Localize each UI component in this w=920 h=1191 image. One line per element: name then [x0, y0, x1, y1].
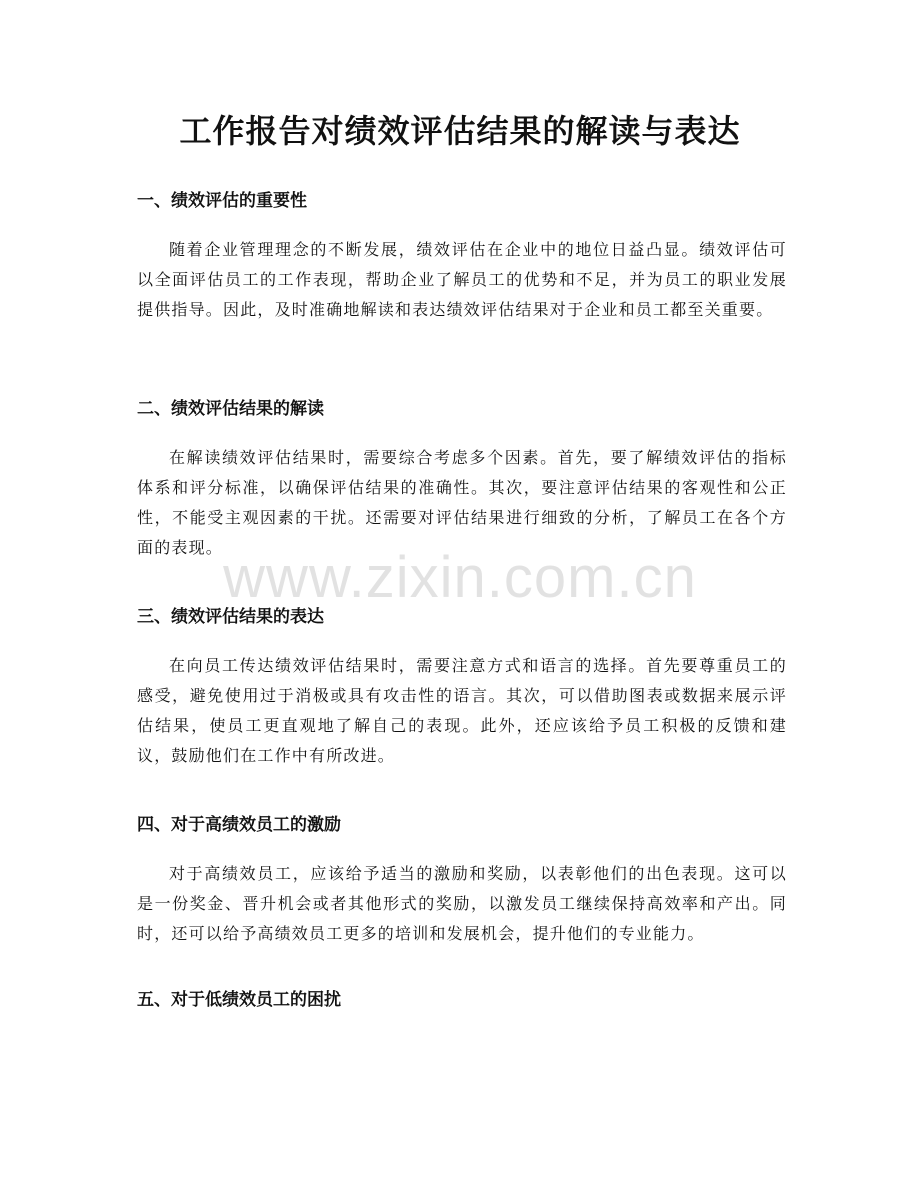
section-expression	[137, 605, 787, 771]
section-interpretation	[137, 397, 787, 563]
document-title: 工作报告对绩效评估结果的解读与表达	[179, 112, 741, 150]
section-paragraph: 随着企业管理理念的不断发展，绩效评估在企业中的地位日益凸显。绩效评估可以全面评估员工的工作表现，帮助企业了解员工的优势和不足，并为员工的职业发展提供指导。因此，及时准确地解读和表达绩效评估结果对于企业和员工都至关重要。	[137, 240, 787, 319]
section-paragraph: 在解读绩效评估结果时，需要综合考虑多个因素。首先，要了解绩效评估的指标体系和评分标准，以确保评估结果的准确性。其次，要注意评估结果的客观性和公正性，不能受主观因素的干扰。还需要对评估结果进行细致的分析，了解员工在各个方面的表现。	[137, 448, 787, 557]
section-low-performers	[137, 988, 787, 1012]
section-heading: 三、绩效评估结果的表达	[137, 607, 324, 627]
section-heading: 一、绩效评估的重要性	[137, 191, 307, 211]
section-heading: 二、绩效评估结果的解读	[137, 399, 324, 419]
watermark: www.zixin.com.cn	[223, 545, 697, 610]
section-heading: 五、对于低绩效员工的困扰	[137, 990, 341, 1010]
section-importance	[137, 189, 787, 325]
section-high-performers	[137, 813, 787, 949]
section-paragraph: 对于高绩效员工，应该给予适当的激励和奖励，以表彰他们的出色表现。这可以是一份奖金、晋升机会或者其他形式的奖励，以激发员工继续保持高效率和产出。同时，还可以给予高绩效员工更多的培训和发展机会，提升他们的专业能力。	[137, 864, 787, 943]
section-heading: 四、对于高绩效员工的激励	[137, 815, 341, 835]
section-paragraph: 在向员工传达绩效评估结果时，需要注意方式和语言的选择。首先要尊重员工的感受，避免使用过于消极或具有攻击性的语言。其次，可以借助图表或数据来展示评估结果，使员工更直观地了解自己的表现。此外，还应该给予员工积极的反馈和建议，鼓励他们在工作中有所改进。	[137, 656, 787, 765]
